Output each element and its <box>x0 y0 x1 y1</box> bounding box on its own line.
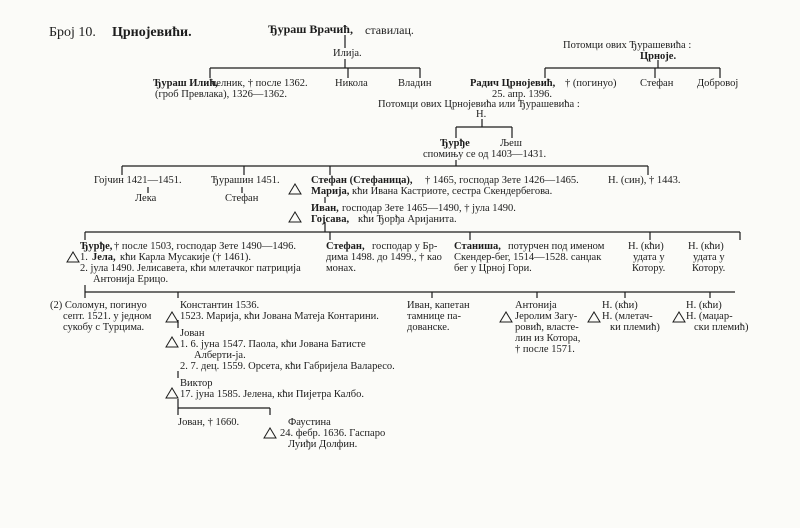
person-radic-name: Радич Црнојевић, <box>470 78 556 89</box>
person-vladin: Владин <box>398 78 432 89</box>
branch-note-line1: Потомци ових Ђурашевића : <box>563 40 692 51</box>
person-jovan-line2: Алберти-ја. <box>194 350 246 361</box>
person-stefan-djurasin: Стефан <box>225 193 259 204</box>
person-daughter1-line1: Н. (кћи) <box>628 241 664 252</box>
branch-note-crnoje: Црноје. <box>640 51 677 62</box>
person-viktor-line: 17. јуна 1585. Јелена, кћи Пијетра Калбо. <box>180 389 364 400</box>
person-faustina-line2: 24. фебр. 1636. Гаспаро <box>280 428 386 439</box>
person-ivan-kapetan-line3: дованске. <box>407 322 450 333</box>
person-konstantin-line2: 1523. Марија, кћи Јована Матеја Контарини. <box>180 311 379 322</box>
person-gojsava-note: кћи Ђорђа Аријанита. <box>358 214 457 225</box>
page-title: Црнојевићи. <box>112 25 192 40</box>
person-stefan-stefanica-note: † 1465, господар Зете 1426—1465. <box>425 175 579 186</box>
person-solomun-line2: септ. 1521. у једном <box>63 311 152 322</box>
person-antonija-line1: Антонија <box>515 300 557 311</box>
person-solomun-line1: (2) Соломун, погинуо <box>50 300 147 311</box>
person-jela-note: кћи Карла Мусакије († 1461). <box>120 252 251 263</box>
person-stefan-radic: Стефан <box>640 78 674 89</box>
person-stefan-stefanica-name: Стефан (Стефаница), <box>311 175 413 186</box>
person-radic-note: † (погинуо) <box>565 78 617 89</box>
person-marija-name: Марија, <box>311 186 350 197</box>
person-djurdje-elder: Ђурђе <box>440 138 470 149</box>
person-konstantin-line1: Константин 1536. <box>180 300 260 311</box>
person-jelisaveta-line2: Антонија Ерицо. <box>93 274 169 285</box>
person-dobrovoj: Добровој <box>697 78 739 89</box>
person-radic-date: 25. апр. 1396. <box>492 89 553 100</box>
marriage-triangle-icon <box>500 312 512 322</box>
person-gojsava-name: Гојсава, <box>311 214 350 225</box>
person-daughter2-line2: удата у <box>693 252 725 263</box>
marriage-triangle-icon <box>67 252 79 262</box>
person-leka: Лека <box>135 193 157 204</box>
marriage-triangle-icon <box>673 312 685 322</box>
person-ivan-name: Иван, <box>311 203 339 214</box>
person-n1-line3: ки племић) <box>610 322 660 333</box>
descendants-note: Потомци ових Црнојевића или Ђурашевића : <box>378 99 580 110</box>
marriage-triangle-icon <box>588 312 600 322</box>
person-jelisaveta-line1: 2. јула 1490. Јелисавета, кћи млетачког патриција <box>80 263 301 274</box>
person-antonija-line2: Јеролим Загу- <box>515 311 578 322</box>
person-ilija: Илија. <box>333 48 362 59</box>
person-ivan-kapetan-line1: Иван, капетан <box>407 300 470 311</box>
marriage-triangle-icon <box>289 184 301 194</box>
marriage-triangle-icon <box>289 212 301 222</box>
person-n2-line3: ски племић) <box>694 322 749 333</box>
person-jela-name: Јела, <box>92 252 116 263</box>
person-jovan-line1: 1. 6. јуна 1547. Паола, кћи Јована Батисте <box>180 339 366 350</box>
table-number: Број 10. <box>49 25 96 40</box>
marriage-triangle-icon <box>166 312 178 322</box>
person-jovan-1660: Јован, † 1660. <box>178 417 240 428</box>
person-daughter2-line3: Котору. <box>692 263 726 274</box>
person-daughter1-line3: Котору. <box>632 263 666 274</box>
person-marija-note: кћи Ивана Кастриоте, сестра Скендербегова. <box>352 186 553 197</box>
person-stefan-brdima-line3: монах. <box>326 263 357 274</box>
person-djurdje-name: Ђурђе, <box>80 241 113 252</box>
person-djuras-ilic-name: Ђураш Илић, <box>153 78 218 89</box>
person-antonija-line4: лин из Котора, <box>515 333 581 344</box>
founder-note: ставилац. <box>365 23 414 37</box>
person-stanisa-line3: бег у Црној Гори. <box>454 263 532 274</box>
person-n-son: Н. (син), † 1443. <box>608 175 681 186</box>
person-stefan-brdima-line2: дима 1498. до 1499., † као <box>326 252 442 263</box>
person-ivan-note: господар Зете 1465—1490, † јула 1490. <box>342 203 516 214</box>
person-stanisa-name: Станиша, <box>454 241 501 252</box>
marriage-triangle-icon <box>166 337 178 347</box>
person-ivan-kapetan-line2: тамнице па- <box>407 311 461 322</box>
wife1-prefix: 1. <box>80 252 88 263</box>
person-n2-line1: Н. (кћи) <box>686 300 722 311</box>
person-ljes: Љеш <box>500 138 522 149</box>
person-n2-line2: Н. (маџар- <box>686 311 733 322</box>
person-djurasin: Ђурашин 1451. <box>211 175 280 186</box>
person-viktor-label: Виктор <box>180 378 213 389</box>
person-stefan-brdima-line1: господар у Бр- <box>372 241 438 252</box>
person-n-root: Н. <box>476 109 487 120</box>
person-jovan-line3: 2. 7. дец. 1559. Орсета, кћи Габријела Валаресо. <box>180 361 395 372</box>
person-daughter2-line1: Н. (кћи) <box>688 241 724 252</box>
gen3-mentioned: спомињу се од 1403—1431. <box>423 149 547 160</box>
marriage-triangle-icon <box>166 388 178 398</box>
person-faustina-line3: Луиђи Долфин. <box>288 439 358 450</box>
person-antonija-line5: † после 1571. <box>515 344 575 355</box>
person-n1-line1: Н. (кћи) <box>602 300 638 311</box>
person-djuras-ilic-note: челник, † после 1362. <box>211 78 308 89</box>
person-djuras-ilic-line2: (гроб Превлака), 1326—1362. <box>155 89 287 100</box>
person-faustina-line1: Фаустина <box>288 417 331 428</box>
person-n1-line2: Н. (млетач- <box>602 311 653 322</box>
person-jovan-label: Јован <box>180 328 205 339</box>
person-stefan-brdima-name: Стефан, <box>326 241 365 252</box>
person-daughter1-line2: удата у <box>633 252 665 263</box>
person-solomun-line3: сукобу с Турцима. <box>63 322 145 333</box>
person-antonija-line3: ровић, власте- <box>515 322 579 333</box>
person-nikola: Никола <box>335 78 368 89</box>
person-djurdje-note: † после 1503, господар Зете 1490—1496. <box>114 241 297 252</box>
marriage-triangle-icon <box>264 428 276 438</box>
person-gojcin: Гојчин 1421—1451. <box>94 175 182 186</box>
person-stanisa-line2: Скендер-бег, 1514—1528. санџак <box>454 252 602 263</box>
founder-name: Ђураш Врачић, <box>268 22 353 36</box>
person-stanisa-line1: потурчен под именом <box>508 241 605 252</box>
